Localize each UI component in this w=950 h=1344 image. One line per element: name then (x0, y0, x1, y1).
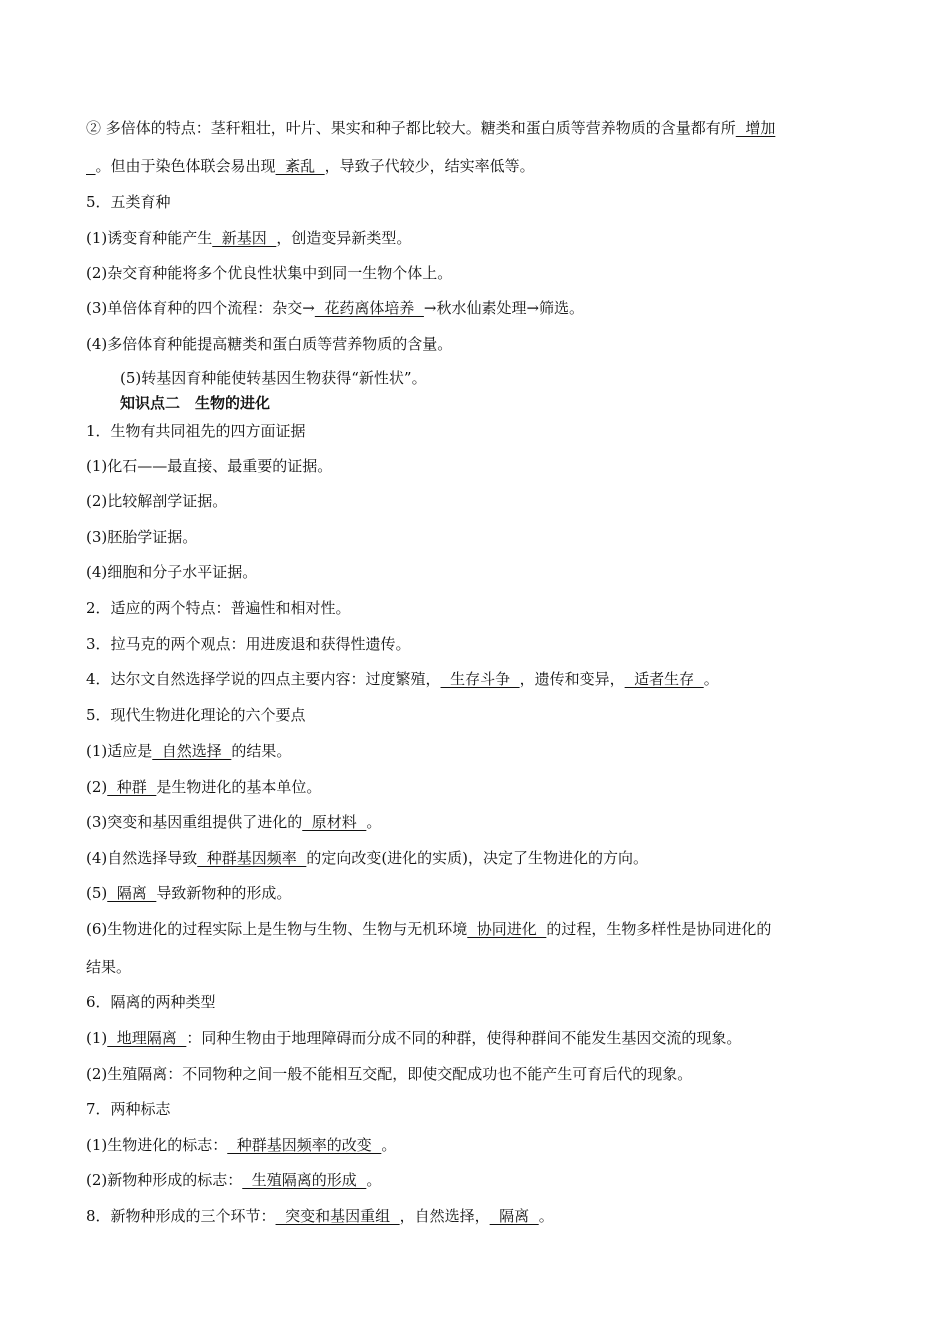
list-item (86, 812, 381, 832)
blank-answer: 自然选择 (152, 742, 232, 760)
text: ，创造变异新类型。 (276, 229, 412, 247)
text: (1)生物进化的标志： (86, 1136, 228, 1154)
text: (1)适应是 (86, 742, 153, 760)
list-item (86, 883, 291, 903)
blank-answer: 种群 (107, 778, 157, 796)
list-item (86, 1135, 396, 1155)
text: 的过程，生物多样性是协同进化的 (546, 920, 772, 938)
text: (5) (86, 884, 108, 902)
text: (3)突变和基因重组提供了进化的 (86, 813, 303, 831)
text: ，导致子代较少，结实率低等。 (324, 157, 535, 175)
text: 。 (366, 813, 382, 831)
section-heading: 2．适应的两个特点：普遍性和相对性。 (86, 599, 351, 617)
polyploid-feature-line-2 (86, 156, 535, 176)
text: ，遗传和变异， (519, 670, 625, 688)
list-item: (2)杂交育种能将多个优良性状集中到同一生物个体上。 (86, 264, 453, 282)
list-item: (5)转基因育种能使转基因生物获得“新性状”。 (120, 369, 427, 387)
text: 。 (703, 670, 719, 688)
text: 的定向改变(进化的实质)，决定了生物进化的方向。 (306, 849, 649, 867)
blank-answer: 生存斗争 (440, 670, 520, 688)
list-item: (2)生殖隔离：不同物种之间一般不能相互交配，即使交配成功也不能产生可育后代的现象。 (86, 1065, 693, 1083)
list-item (86, 919, 771, 939)
text: 。 (381, 1136, 397, 1154)
text: (1)诱变育种能产生 (86, 229, 213, 247)
text: (2) (86, 778, 108, 796)
polyploid-feature-line-1 (86, 118, 775, 138)
text: 4．达尔文自然选择学说的四点主要内容：过度繁殖， (86, 670, 441, 688)
blank-answer (86, 157, 96, 175)
text: ② 多倍体的特点：茎秆粗壮，叶片、果实和种子都比较大。糖类和蛋白质等营养物质的含量都有所 (86, 119, 736, 137)
list-item (86, 1028, 741, 1048)
blank-answer: 原材料 (302, 813, 367, 831)
blank-answer: 协同进化 (467, 920, 547, 938)
section-heading: 3．拉马克的两个观点：用进废退和获得性遗传。 (86, 635, 411, 653)
section-heading: 5．五类育种 (86, 193, 171, 211)
blank-answer: 花药离体培养 (314, 299, 424, 317)
list-item: (4)细胞和分子水平证据。 (86, 563, 258, 581)
blank-answer: 紊乱 (275, 157, 325, 175)
text: 。但由于染色体联会易出现 (95, 157, 276, 175)
blank-answer: 突变和基因重组 (275, 1207, 400, 1225)
section-heading: 6．隔离的两种类型 (86, 993, 216, 1011)
text: 。 (538, 1207, 554, 1225)
blank-answer: 新基因 (212, 229, 277, 247)
text: ，自然选择， (399, 1207, 490, 1225)
blank-answer: 种群基因频率的改变 (227, 1136, 382, 1154)
text: ：同种生物由于地理障碍而分成不同的种群，使得种群间不能发生基因交流的现象。 (186, 1029, 742, 1047)
knowledge-point-title: 知识点二 生物的进化 (120, 394, 271, 412)
section-heading (86, 669, 719, 689)
list-item (86, 848, 648, 868)
text: →秋水仙素处理→筛选。 (423, 299, 585, 317)
blank-answer: 生殖隔离的形成 (242, 1171, 367, 1189)
text: (2)新物种形成的标志： (86, 1171, 243, 1189)
list-item (86, 741, 291, 761)
list-item (86, 298, 584, 318)
text: 导致新物种的形成。 (156, 884, 292, 902)
text: 的结果。 (231, 742, 292, 760)
blank-answer: 地理隔离 (107, 1029, 187, 1047)
section-heading (86, 1206, 554, 1226)
list-item (86, 228, 411, 248)
blank-answer: 隔离 (489, 1207, 539, 1225)
section-heading: 1．生物有共同祖先的四方面证据 (86, 422, 306, 440)
list-item: (2)比较解剖学证据。 (86, 492, 228, 510)
section-heading: 5．现代生物进化理论的六个要点 (86, 706, 306, 724)
text: (3)单倍体育种的四个流程：杂交→ (86, 299, 315, 317)
text: 8．新物种形成的三个环节： (86, 1207, 276, 1225)
text: (6)生物进化的过程实际上是生物与生物、生物与无机环境 (86, 920, 468, 938)
text: (1) (86, 1029, 108, 1047)
section-heading: 7．两种标志 (86, 1100, 171, 1118)
text: 。 (366, 1171, 382, 1189)
list-item: (1)化石——最直接、最重要的证据。 (86, 457, 333, 475)
blank-answer: 增加 (735, 119, 776, 137)
list-item (86, 1170, 381, 1190)
blank-answer: 适者生存 (624, 670, 704, 688)
list-item: (3)胚胎学证据。 (86, 528, 198, 546)
list-item: (4)多倍体育种能提高糖类和蛋白质等营养物质的含量。 (86, 335, 453, 353)
list-item (86, 777, 321, 797)
blank-answer: 隔离 (107, 884, 157, 902)
list-item-continuation: 结果。 (86, 958, 132, 976)
text: (4)自然选择导致 (86, 849, 198, 867)
text: 是生物进化的基本单位。 (156, 778, 322, 796)
blank-answer: 种群基因频率 (197, 849, 307, 867)
